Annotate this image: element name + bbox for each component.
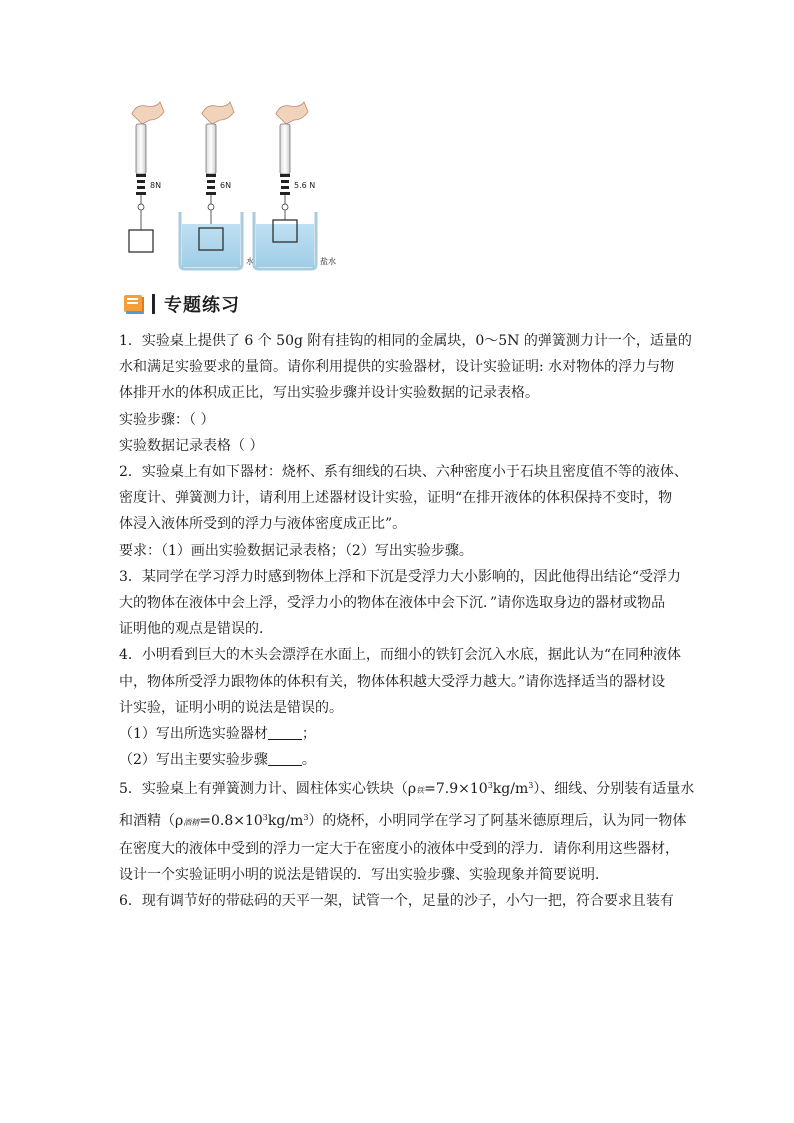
answer-blank[interactable] — [268, 751, 302, 766]
question-3 — [119, 564, 682, 643]
punctuation: 。 — [301, 752, 316, 769]
question-4 — [119, 642, 682, 773]
superscript: 3 — [262, 812, 268, 822]
superscript: 3 — [303, 812, 309, 822]
text-line: 密度计、弹簧测力计，请利用上述器材设计实验，证明“在排开液体的体积保持不变时，物 — [119, 490, 673, 507]
superscript: 3 — [487, 781, 493, 791]
sub-question-2 — [119, 747, 679, 773]
question-5 — [119, 773, 695, 888]
liquid-label: 盐水 — [320, 257, 336, 266]
text-line: 设计一个实验证明小明的说法是错误的．写出实验步骤、实验现象并简要说明． — [119, 867, 609, 884]
text-line: 1．实验桌上提供了 6 个 50g 附有挂钩的相同的金属块，0～5N 的弹簧测力计一个，适量的 — [119, 333, 692, 349]
text-line: 水和满足实验要求的量筒。请你利用提供的实验器材，设计实验证明: 水对物体的浮力与物 — [119, 359, 675, 376]
water — [182, 224, 240, 267]
text-line: 2．实验桌上有如下器材：烧杯、系有细线的石块、六种密度小于石块且密度值不等的液体、 — [119, 464, 688, 481]
section-divider — [152, 294, 155, 314]
subscript: 酒精 — [183, 817, 200, 827]
question-2 — [119, 459, 688, 564]
liquid-label: 水 — [246, 257, 254, 266]
metal-block — [129, 230, 153, 252]
text-line: 证明他的观点是错误的． — [119, 621, 273, 638]
exercise-list — [119, 328, 695, 914]
text-line — [119, 773, 695, 804]
text-segment: =7.9×10 — [424, 781, 488, 798]
setup-air — [129, 102, 164, 252]
hand-icon — [202, 102, 234, 124]
sub-question-1 — [119, 721, 679, 747]
superscript: 3 — [528, 781, 534, 791]
requirement: 要求：（1）画出实验数据记录表格；（2）写出实验步骤。 — [119, 542, 473, 559]
text-segment: ）、细线、分别装有适量水 — [533, 781, 695, 798]
answer-steps: 实验步骤：（ ） — [119, 411, 215, 428]
setup-water — [180, 102, 254, 269]
text-line: 大的物体在液体中会上浮，受浮力小的物体在液体中会下沉．”请你选取身边的器材或物品 — [119, 595, 666, 612]
book-icon — [122, 292, 146, 316]
text-line: 在密度大的液体中受到的浮力一定大于在密度小的液体中受到的浮力．请你利用这些器材， — [119, 840, 679, 857]
text-line: 3．某同学在学习浮力时感到物体上浮和下沉是受浮力大小影响的，因此他得出结论“受浮力 — [119, 568, 682, 585]
text-segment: kg/m — [267, 812, 304, 829]
reading-label: 8N — [150, 181, 162, 190]
experiment-figure — [110, 100, 350, 272]
text-segment: 和酒精（ρ — [119, 812, 184, 829]
text-line: 体浸入液体所受到的浮力与液体密度成正比”。 — [119, 516, 407, 533]
text-line: 体排开水的体积成正比，写出实验步骤并设计实验数据的记录表格。 — [119, 385, 539, 402]
hand-icon — [276, 102, 308, 124]
question-1 — [119, 328, 692, 459]
text-segment: ）的烧杯，小明同学在学习了阿基米德原理后，认为同一物体 — [308, 812, 687, 829]
answer-blank[interactable] — [268, 725, 302, 740]
text-segment: kg/m — [492, 781, 529, 798]
text-segment: 5．实验桌上有弹簧测力计、圆柱体实心铁块（ρ — [119, 781, 417, 798]
text-line: 计实验，证明小明的说法是错误的。 — [119, 699, 343, 716]
question-6 — [119, 888, 679, 914]
spring-scale — [206, 124, 216, 174]
sub-question-text: （1）写出所选实验器材 — [119, 726, 268, 743]
sub-question-text: （2）写出主要实验步骤 — [119, 752, 268, 769]
section-title: 专题练习 — [164, 295, 240, 316]
answer-table: 实验数据记录表格（ ） — [119, 437, 264, 454]
subscript: 铁 — [416, 786, 425, 796]
setup-saltwater — [254, 102, 336, 269]
hand-icon — [132, 102, 164, 124]
punctuation: ； — [301, 726, 316, 743]
text-segment: =0.8×10 — [199, 812, 263, 829]
spring-scale — [136, 124, 146, 174]
reading-label: 5.6 N — [294, 181, 316, 190]
salt-water — [256, 224, 314, 267]
text-line: 中，物体所受浮力跟物体的体积有关，物体体积越大受浮力越大。”请你选择适当的器材设 — [119, 673, 666, 690]
text-line: 4．小明看到巨大的木头会漂浮在水面上，而细小的铁钉会沉入水底，据此认为“在同种液体 — [119, 647, 682, 664]
text-line — [119, 805, 687, 836]
spring-scale — [280, 124, 290, 174]
text-line: 6．现有调节好的带砝码的天平一架，试管一个，足量的沙子，小勺一把，符合要求且装有 — [119, 893, 674, 910]
section-header — [122, 291, 240, 317]
reading-label: 6N — [220, 181, 232, 190]
